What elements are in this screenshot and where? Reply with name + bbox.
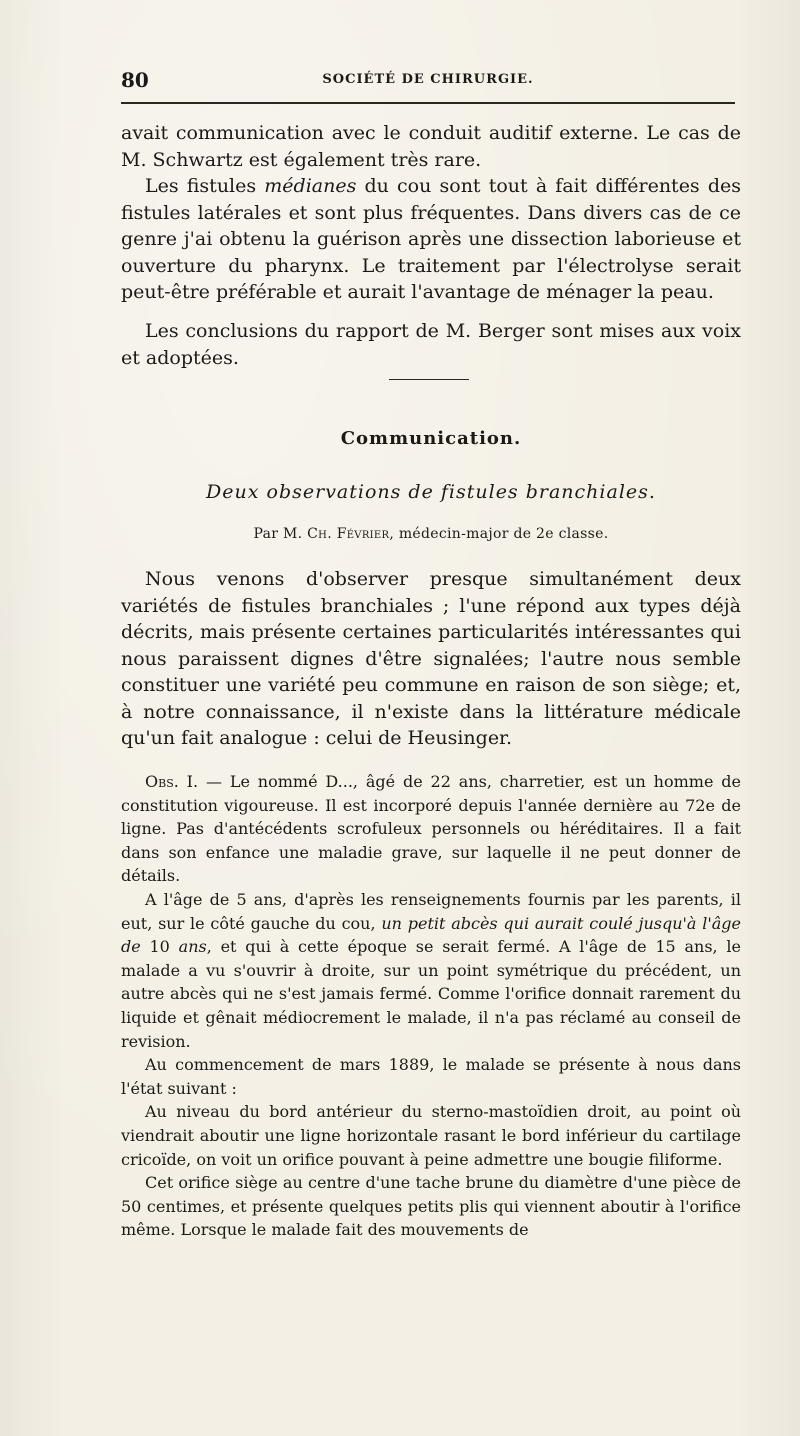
observation-paragraph-2 [121, 888, 741, 1053]
observation-paragraph-3: Au commencement de mars 1889, le malade se présente à nous dans l'état suivant : [121, 1055, 741, 1098]
article-title: Deux observations de fistules branchiales. [206, 481, 656, 503]
section-title: Communication. [340, 428, 522, 449]
text-run: , et qui à cette époque se serait fermé. A l'âge de 15 ans, le malade a vu s'ouvrir à droite, sur un point symétrique du précédent, un autre abcès qui ne s'est jamais fermé. Comme l'orifice donnait rarement du liquide et gênait médiocrement le malade, il n'a pas réclamé au conseil de revision. [121, 937, 742, 1051]
italic-term: médianes [264, 175, 357, 197]
paragraph-continuation: avait communication avec le conduit auditif externe. Le cas de M. Schwartz est également très rare. [121, 122, 741, 171]
introduction-text [121, 566, 741, 752]
author-name: Ch. Février [307, 526, 390, 542]
paragraph-intro: Nous venons d'observer presque simultanément deux variétés de fistules branchiales ; l'une répond aux types déjà décrits, mais présente certaines particularités intéressantes qui nous paraissent dignes d'être signalées; l'autre nous semble constituer une variété peu commune en raison de son siège; et, à notre connaissance, il n'existe dans la littérature médicale qu'un fait analogue : celui de Heusinger. [121, 568, 741, 749]
observation-label: Obs. I. [145, 772, 199, 791]
text-run: A l'âge de 5 ans, d'après les renseignements fournis par les parents, il eut, sur le côté gauche du cou, [121, 889, 741, 933]
text-run: Les fistules [145, 175, 265, 197]
observation-paragraph-1 [121, 770, 741, 888]
page-header [121, 66, 735, 104]
paragraph-vote: Les conclusions du rapport de M. Berger sont mises aux voix et adoptées. [121, 320, 741, 369]
section-separator [389, 379, 469, 380]
byline [121, 526, 741, 542]
byline-suffix: , médecin-major de 2e classe. [389, 526, 609, 542]
report-conclusion-text [121, 120, 741, 306]
observation-paragraph-5: Cet orifice siège au centre d'une tache brune du diamètre d'une pièce de 50 centimes, et présente quelques petits plis qui viennent aboutir à l'orifice même. Lorsque le malade fait des mouvements de [121, 1173, 741, 1240]
byline-prefix: Par M. [253, 526, 308, 542]
page-number: 80 [121, 68, 149, 92]
vote-text [121, 318, 741, 371]
running-head: SOCIÉTÉ DE CHIRURGIE. [322, 72, 534, 87]
observation-paragraph-4: Au niveau du bord antérieur du sterno-mastoïdien droit, au point où viendrait aboutir une ligne horizontale rasant le bord inférieur du cartilage cricoïde, on voit un orifice pouvant à peine admettre une bougie filiforme. [121, 1102, 741, 1169]
observation-text [121, 770, 741, 1242]
italic-run: ans [178, 937, 207, 957]
italic-run: un petit abcès qui aurait coulé jusqu'à l'âge de [121, 913, 741, 957]
text-run: du cou sont tout à fait différentes des fistules latérales et sont plus fréquentes. Dans divers cas de ce genre j'ai obtenu la guérison après une dissection laborieuse et ouverture du pharynx. Le traitement par l'électrolyse serait peut-être préférable et aurait l'avantage de ménager la peau. [121, 175, 741, 303]
text-run: — Le nommé D..., âgé de 22 ans, charretier, est un homme de constitution vigoureuse. Il est incorporé depuis l'année dernière au 72e de ligne. Pas d'antécédents scrofuleux personnels ou héréditaires. Il a fait dans son enfance une maladie grave, sur laquelle il ne peut donner de détails. [121, 772, 741, 886]
paragraph-median-fistulas [121, 173, 741, 306]
text-run: 10 [140, 937, 179, 957]
